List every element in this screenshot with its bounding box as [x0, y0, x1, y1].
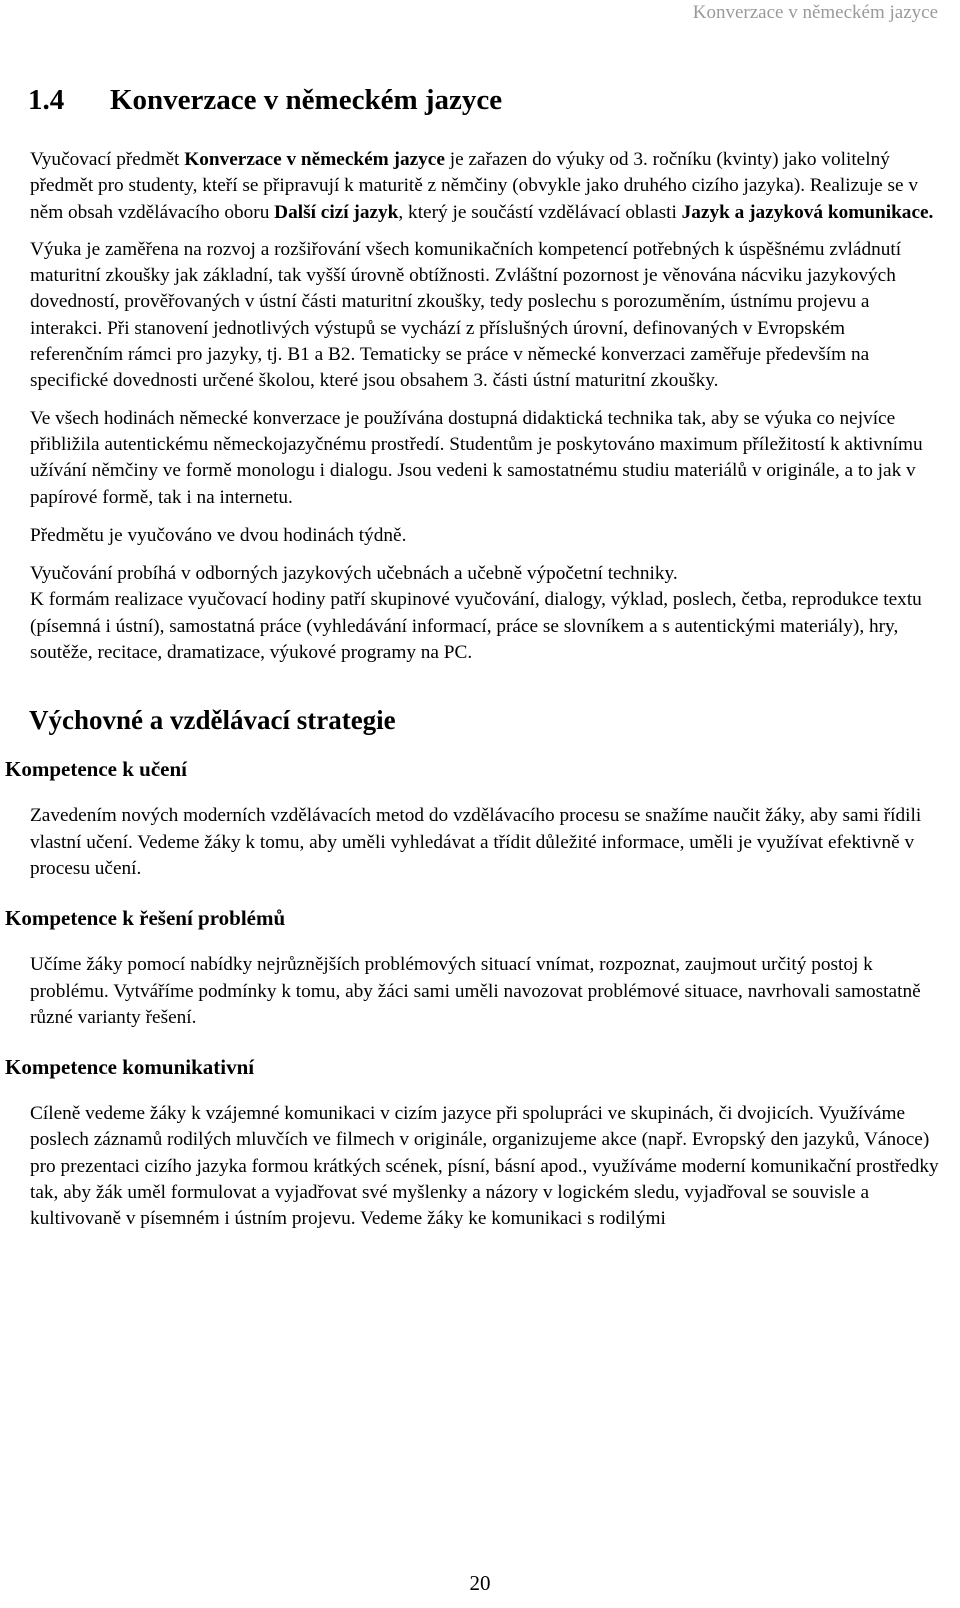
- intro-paragraph-5: [5, 561, 940, 666]
- intro-p5-rest: K formám realizace vyučovací hodiny patří skupinové vyučování, dialogy, výklad, poslech, četba, reprodukce textu (písemná i ústní), samostatná práce (vyhledávání informací, práce se slovníkem a s autentickými materiály), hry, soutěže, recitace, dramatizace, výukové programy na PC.: [30, 589, 922, 664]
- document-body: [5, 147, 940, 1233]
- competence-text-learning: Zavedením nových moderních vzdělávacích metod do vzdělávacího procesu se snažíme naučit žáky, aby sami řídili vlastní učení. Vedeme žáky k tomu, aby uměli vyhledávat a třídit důležité informace, uměli je využívat efektivně v procesu učení.: [30, 805, 922, 879]
- intro-p1-text-3: , který je součástí vzdělávací oblasti: [398, 201, 682, 223]
- subject-name: Konverzace v německém jazyce: [184, 149, 445, 170]
- competence-heading-learning: Kompetence k učení: [5, 757, 187, 782]
- intro-p5-first-line: Vyučování probíhá v odborných jazykových učebnách a učebně výpočetní techniky.: [30, 563, 678, 585]
- competence-text-problem-solving: Učíme žáky pomocí nabídky nejrůznějších problémových situací vnímat, rozpoznat, zaujmout určitý postoj k problému. Vytváříme podmínky k tomu, aby žáci sami uměli navozovat problémové situace, navrhovali samostatně různé varianty řešení.: [30, 954, 921, 1028]
- intro-p1-text-1: Vyučovací předmět: [30, 149, 185, 170]
- strategies-heading: Výchovné a vzdělávací strategie: [29, 705, 396, 736]
- section-title: Konverzace v německém jazyce: [110, 84, 503, 116]
- intro-p1-text-2: je zařazen do výuky od 3. ročníku (kvinty) jako volitelný předmět pro studenty, kteří se připravují k maturitě z němčiny (obvykle jako druhého cizího jazyka). Realizuje se v něm obsah vzdělávacího oboru: [30, 149, 919, 223]
- competence-heading-communicative: Kompetence komunikativní: [5, 1055, 255, 1080]
- area-name: Jazyk a jazyková komunikace.: [681, 201, 934, 223]
- intro-paragraph-1: [5, 147, 940, 226]
- running-header: Konverzace v německém jazyce: [692, 2, 938, 23]
- competence-text-communicative: Cíleně vedeme žáky k vzájemné komunikaci v cizím jazyce při spolupráci ve skupinách, či dvojicích. Využíváme poslech záznamů rodilých mluvčích ve filmech v originále, organizujeme akce (např. Evropský den jazyků, Vánoce) pro prezentaci cizího jazyka formou krátkých scének, písní, básní apod., využíváme moderní komunikační prostředky tak, aby žák uměl formulovat a vyjadřovat své myšlenky a názory v logickém sledu, vyjadřoval se souvisle a kultivovaně v písemném i ústním projevu. Vedeme žáky ke komunikaci s rodilými: [30, 1103, 939, 1230]
- field-name: Další cizí jazyk: [274, 201, 399, 223]
- page-number: 20: [469, 1571, 491, 1595]
- intro-paragraph-2: Výuka je zaměřena na rozvoj a rozšiřování všech komunikačních kompetencí potřebných k úspěšnému zvládnutí maturitní zkoušky jak základní, tak vyšší úrovně obtížnosti. Zvláštní pozornost je věnována nácviku jazykových dovedností, prověřovaných v ústní části maturitní zkoušky, tedy poslechu s porozuměním, ústnímu projevu a interakci. Při stanovení jednotlivých výstupů se vychází z příslušných úrovní, definovaných v Evropském referenčním rámci pro jazyky, tj. B1 a B2. Tematicky se práce v německé konverzaci zaměřuje především na specifické dovednosti určené školou, které jsou obsahem 3. části ústní maturitní zkoušky.: [30, 238, 902, 392]
- intro-paragraph-4: Předmětu je vyučováno ve dvou hodinách týdně.: [30, 524, 407, 546]
- section-heading: [28, 84, 502, 117]
- intro-paragraph-3: Ve všech hodinách německé konverzace je používána dostupná didaktická technika tak, aby se výuka co nejvíce přibližila autentickému německojazyčnému prostředí. Studentům je poskytováno maximum příležitostí k aktivnímu užívání němčiny ve formě monologu i dialogu. Jsou vedeni k samostatnému studiu materiálů v originále, a to jak v papírové formě, tak i na internetu.: [30, 407, 923, 508]
- competence-heading-problem-solving: Kompetence k řešení problémů: [5, 906, 286, 931]
- section-number: 1.4: [28, 84, 65, 116]
